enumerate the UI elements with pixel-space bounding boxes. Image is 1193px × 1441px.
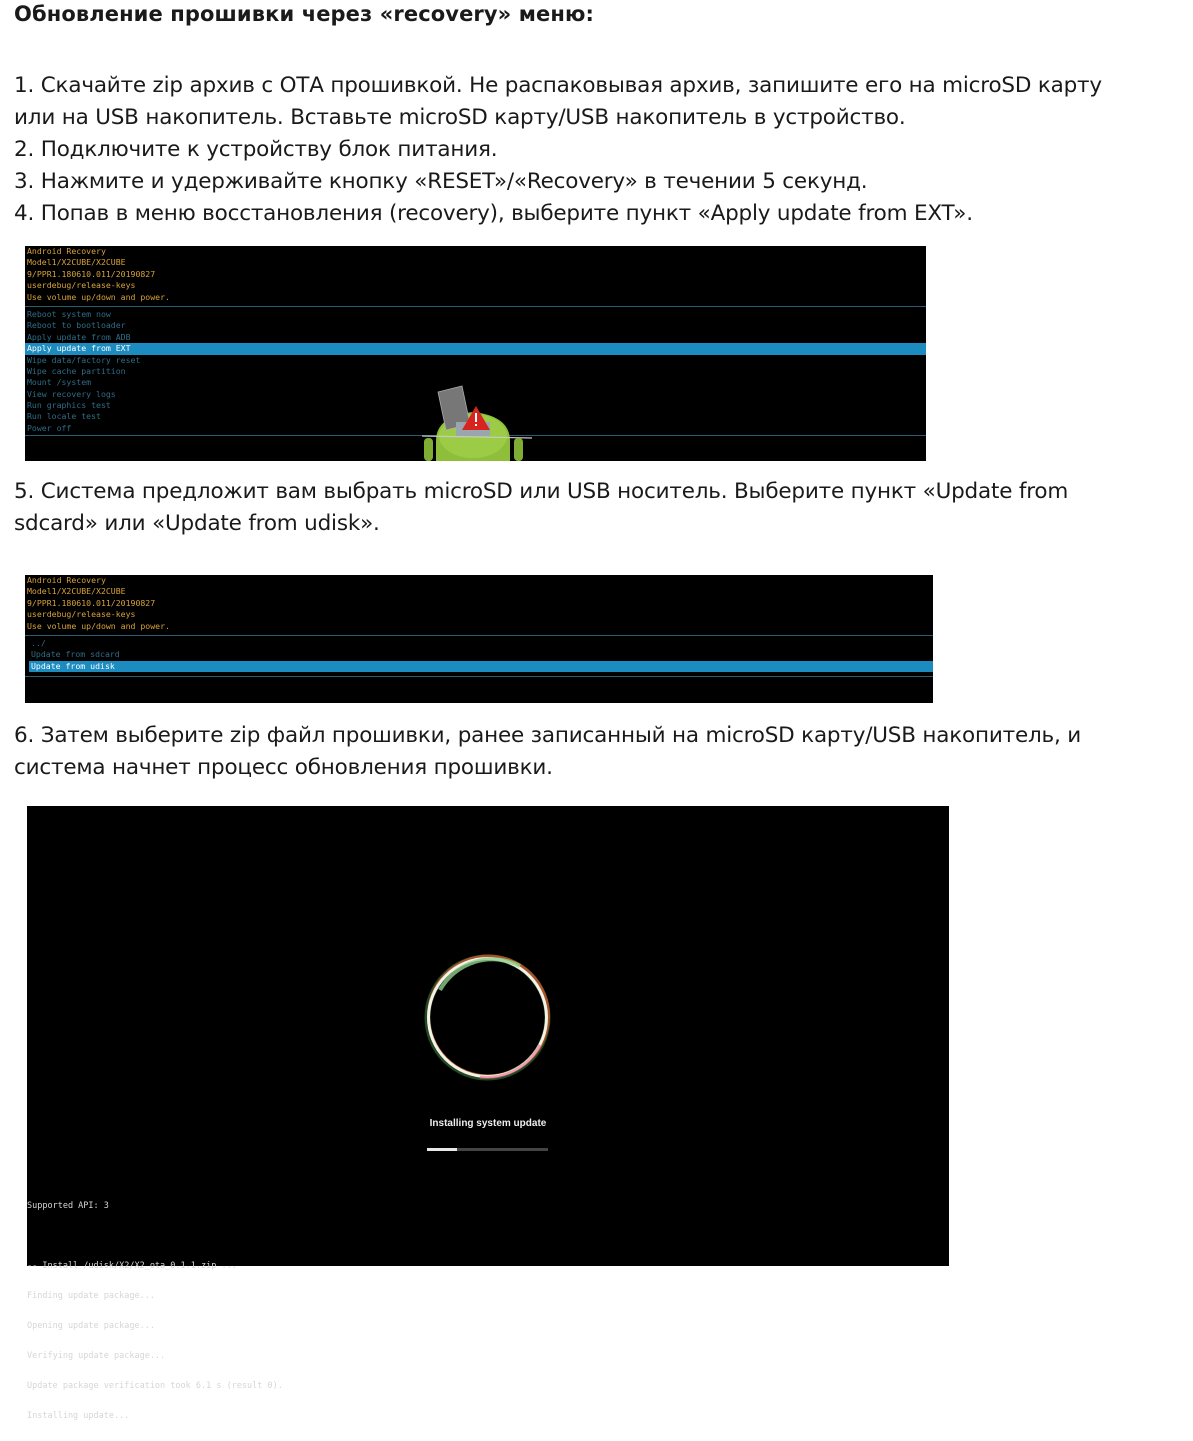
install-progress-fill (427, 1148, 457, 1151)
recovery-storage-screenshot (25, 575, 933, 703)
divider (25, 676, 933, 677)
step-line: система начнет процесс обновления прошивки. (14, 755, 553, 780)
menu-item-mount-system[interactable]: Mount /system (27, 377, 92, 388)
storage-menu-list (25, 638, 933, 672)
log-line: Verifying update package... (27, 1351, 166, 1361)
recovery-header-line: Android Recovery (27, 575, 106, 585)
recovery-menu-screenshot (25, 246, 926, 461)
step-5 (14, 476, 1068, 540)
menu-item-power-off[interactable]: Power off (27, 422, 72, 433)
log-line: -- Install /udisk/X2/X2_ota_0.1.1.zip ... (27, 1261, 237, 1271)
menu-item-view-logs[interactable]: View recovery logs (27, 388, 116, 399)
recovery-header-line: Model1/X2CUBE/X2CUBE (27, 586, 126, 597)
steps-1-4 (14, 70, 1102, 230)
recovery-header-line: userdebug/release-keys (27, 280, 136, 291)
recovery-header-line: Model1/X2CUBE/X2CUBE (27, 257, 126, 268)
log-line (27, 1231, 283, 1241)
menu-item-update-udisk[interactable]: Update from udisk (29, 661, 933, 672)
menu-item-graphics-test[interactable]: Run graphics test (27, 400, 111, 411)
log-line: Finding update package... (27, 1291, 155, 1301)
menu-item-update-sdcard[interactable]: Update from sdcard (31, 649, 120, 660)
recovery-header-line: 9/PPR1.180610.011/20190827 (27, 268, 156, 279)
step-line: 4. Попав в меню восстановления (recovery), выберите пункт «Apply update from EXT». (14, 201, 973, 226)
loading-ring-icon (420, 950, 555, 1085)
installing-update-screenshot (27, 806, 949, 1421)
recovery-header (25, 575, 933, 632)
installing-label: Installing system update (429, 1118, 547, 1129)
page-title: Обновление прошивки через «recovery» меню: (14, 2, 594, 26)
step-6 (14, 720, 1081, 784)
log-line: Update package verification took 6.1 s (result 0). (27, 1381, 283, 1391)
android-error-icon (418, 386, 538, 461)
divider (25, 306, 926, 307)
menu-item-locale-test[interactable]: Run locale test (27, 411, 101, 422)
log-line: Installing update... (27, 1411, 130, 1421)
menu-item-wipe-cache[interactable]: Wipe cache partition (27, 365, 126, 376)
step-line: 2. Подключите к устройству блок питания. (14, 137, 498, 162)
step-line: 1. Скачайте zip архив с ОТА прошивкой. Не распаковывая архив, запишите его на microSD карту (14, 73, 1102, 98)
install-progress-bar (427, 1148, 548, 1151)
menu-item-reboot-bootloader[interactable]: Reboot to bootloader (27, 320, 126, 331)
log-line: Supported API: 3 (27, 1201, 109, 1211)
recovery-header-line: 9/PPR1.180610.011/20190827 (27, 597, 156, 608)
menu-item-parent-dir[interactable]: ../ (31, 637, 46, 648)
install-log (27, 1181, 283, 1441)
recovery-header-line: Android Recovery (27, 246, 106, 256)
log-line: Opening update package... (27, 1321, 155, 1331)
step-line: 6. Затем выберите zip файл прошивки, ранее записанный на microSD карту/USB накопитель, и (14, 723, 1082, 748)
recovery-header-line: Use volume up/down and power. (27, 620, 170, 631)
step-line: sdcard» или «Update from udisk». (14, 511, 380, 536)
step-line: 5. Система предложит вам выбрать microSD или USB носитель. Выберите пункт «Update from (14, 479, 1069, 504)
menu-item-reboot-system[interactable]: Reboot system now (27, 308, 111, 319)
step-line: или на USB накопитель. Вставьте microSD карту/USB накопитель в устройство. (14, 105, 906, 130)
divider (25, 635, 933, 636)
recovery-header-line: userdebug/release-keys (27, 609, 136, 620)
menu-item-apply-ext[interactable]: Apply update from EXT (25, 343, 926, 354)
step-line: 3. Нажмите и удерживайте кнопку «RESET»/«Recovery» в течении 5 секунд. (14, 169, 868, 194)
menu-item-apply-adb[interactable]: Apply update from ADB (27, 331, 131, 342)
recovery-header-line: Use volume up/down and power. (27, 291, 170, 302)
recovery-header (25, 246, 926, 303)
menu-item-wipe-data[interactable]: Wipe data/factory reset (27, 354, 141, 365)
